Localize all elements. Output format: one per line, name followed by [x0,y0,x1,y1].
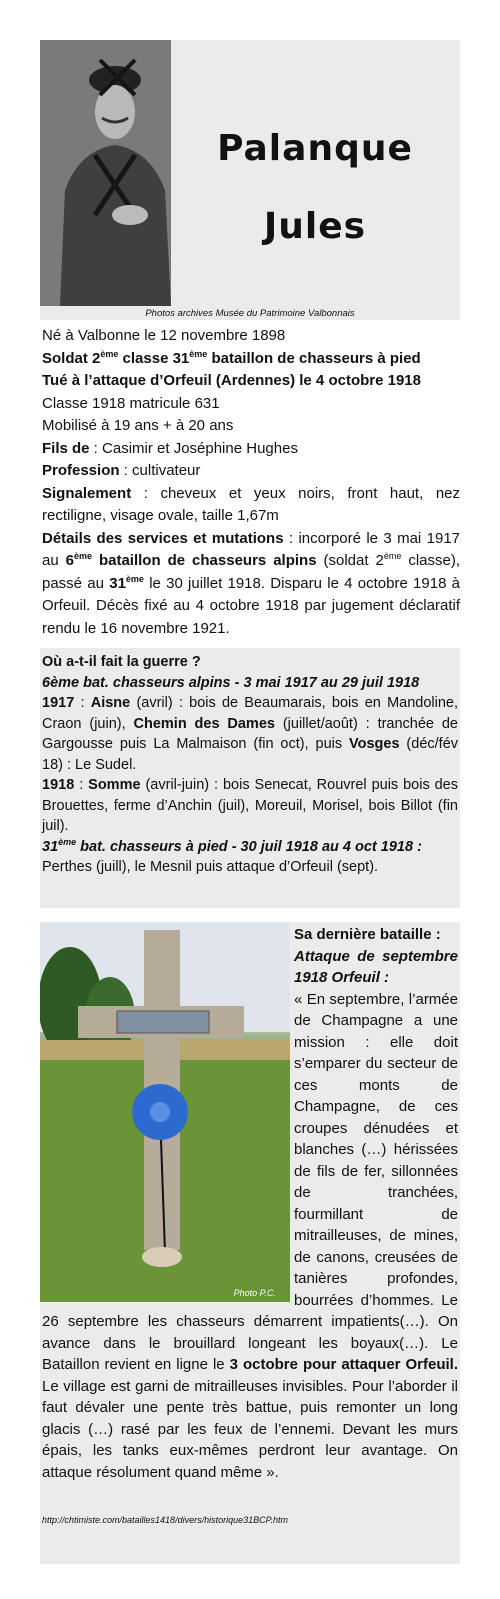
war-panel [40,648,460,908]
battle-heading: Sa dernière bataille : [294,926,441,943]
battle-narrative: « En septembre, l’armée de Champagne a une mission : elle doit s’emparer du secteur de ces monts de Champagne, de ces croupes dénudées et blanches (…) hérissées de fils de fer, sillonnées de tranchées, fourmillant de mitrailleuses, de mines, de canons, creusées de tanières profondes, bourrées d’hommes. Le 26 septembre les chasseurs démarrent impatients(…). On avance dans le brouillard longeant les boyaux(…). Le Bataillon revient en ligne le 3 octobre pour attaquer Orfeuil. Le village est garni de mitrailleuses invisibles. Pour l’aborder il faut dévaler une pente très battue, puis remonter un long glacis (…) rasé par les feux de l’ennemi. Devant les murs épais, les tanks eux-mêmes perdront leur avantage. On attaque résolument quand même ». [42,990,459,1481]
war-1918: 1918 : Somme (avril-juin) : bois Senecat, Rouvrel puis bois des Brouettes, ferme d’Anchin (juil), Moreuil, Morisel, bois Billot (fin juil). [42,777,458,834]
birth-line: Né à Valbonne le 12 novembre 1898 [42,327,286,344]
last-name: Palanque [217,128,413,169]
unit2-heading: 31ème bat. chasseurs à pied - 30 juil 1918 au 4 oct 1918 : [42,836,422,855]
battle-subheading: Attaque de septembre 1918 Orfeuil : [294,947,458,986]
source-link[interactable]: http://chtimiste.com/batailles1418/divers/historique31BCP.htm [42,1515,288,1525]
battle-panel [40,922,460,1564]
war-1917: 1917 : Aisne (avril) : bois de Beaumarais, bois en Mandoline, Craon (juin), Chemin des Dames (juillet/août) : tranchée de Gargousse puis La Malmaison (fin oct), puis Vosges (déc/fév 18) : Le Sudel. [42,695,459,773]
parents-line: Fils de : Casimir et Joséphine Hughes [42,439,298,457]
war-1918-unit2: Perthes (juill), le Mesnil puis attaque d’Orfeuil (sept). [42,859,379,875]
classe-line: Classe 1918 matricule 631 [42,394,220,412]
soldier-portrait-illustration [40,40,171,306]
soldier-portrait-photo [40,40,171,306]
soldier-name [180,110,450,266]
war-title: Où a-t-il fait la guerre ? [42,654,201,670]
biography-section [42,325,460,640]
death-line: Tué à l’attaque d’Orfeuil (Ardennes) le 4 octobre 1918 [42,372,421,389]
signalement-line: Signalement : cheveux et yeux noirs, front haut, nez rectiligne, visage ovale, taille 1,67m [42,484,460,524]
service-details: Détails des services et mutations : incorporé le 3 mai 1917 au 6ème bataillon de chasseurs alpins (soldat 2ème classe), passé au 31ème le 30 juillet 1918. Disparu le 4 octobre 1918 à Orfeuil. Décès fixé au 4 octobre 1918 par jugement déclaratif rendu le 16 novembre 1921. [42,529,461,637]
photo-credit: Photo P.C. [233,1288,276,1298]
photo-caption: Photos archives Musée du Patrimoine Valbonnais [145,308,355,319]
battle-text [42,924,458,1483]
header-panel [40,40,460,320]
rank-line: Soldat 2ème classe 31ème bataillon de chasseurs à pied [42,348,421,367]
first-name: Jules [263,206,367,247]
unit1-heading: 6ème bat. chasseurs alpins - 3 mai 1917 au 29 juil 1918 [42,674,420,691]
mobilise-line: Mobilisé à 19 ans + à 20 ans [42,417,234,434]
profession-line: Profession : cultivateur [42,462,201,479]
